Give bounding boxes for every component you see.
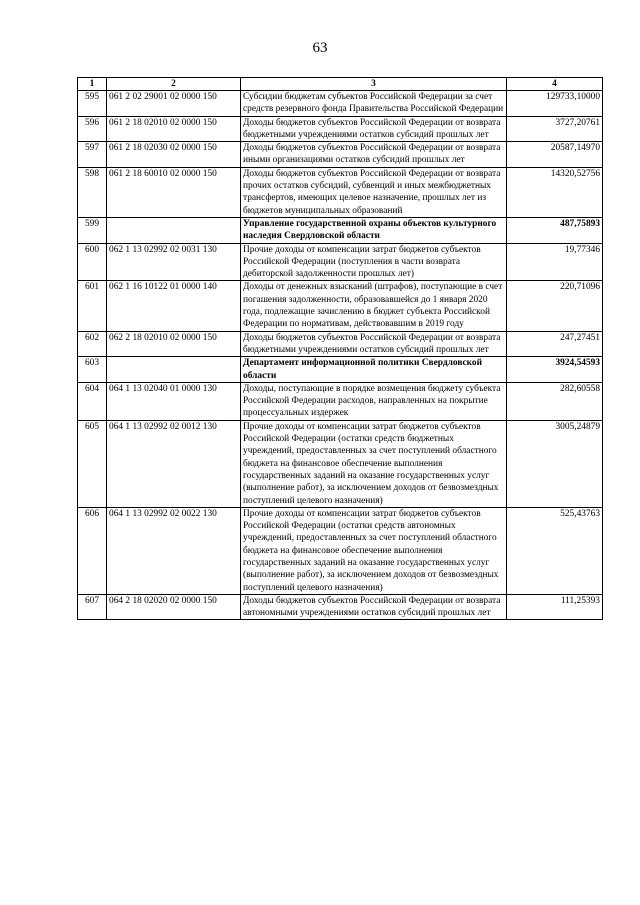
budget-code: 062 2 18 02010 02 0000 150 — [107, 331, 241, 357]
row-number: 607 — [78, 594, 107, 620]
revenue-amount: 129733,10000 — [507, 91, 603, 117]
table-row-section — [78, 357, 603, 383]
revenue-name: Доходы от денежных взысканий (штрафов), поступающие в счет погашения задолженности, образовавшейся до 1 января 2020 года, подлежащие зачислению в бюджет субъекта Российской Федерации по нормативам, действовавшим в 2019 году — [241, 281, 507, 331]
table-row — [78, 382, 603, 420]
row-number: 604 — [78, 382, 107, 420]
budget-code: 064 1 13 02040 01 0000 130 — [107, 382, 241, 420]
row-number: 595 — [78, 91, 107, 117]
budget-code: 064 2 18 02020 02 0000 150 — [107, 594, 241, 620]
revenue-amount: 20587,14970 — [507, 142, 603, 168]
budget-code — [107, 357, 241, 383]
table-row — [78, 594, 603, 620]
section-total: 3924,54593 — [507, 357, 603, 383]
revenue-name: Доходы бюджетов субъектов Российской Федерации от возврата автономными учреждениями остатков субсидий прошлых лет — [241, 594, 507, 620]
budget-code: 061 2 02 29001 02 0000 150 — [107, 91, 241, 117]
revenue-name: Доходы бюджетов субъектов Российской Федерации от возврата бюджетными учреждениями остатков субсидий прошлых лет — [241, 331, 507, 357]
table-row — [78, 243, 603, 281]
revenue-name: Доходы бюджетов субъектов Российской Федерации от возврата иными организациями остатков субсидий прошлых лет — [241, 142, 507, 168]
column-header-amount: 4 — [507, 78, 603, 91]
table-row-section — [78, 217, 603, 243]
revenue-table — [77, 77, 603, 620]
row-number: 599 — [78, 217, 107, 243]
row-number: 600 — [78, 243, 107, 281]
row-number: 597 — [78, 142, 107, 168]
row-number: 601 — [78, 281, 107, 331]
table-row — [78, 142, 603, 168]
revenue-amount: 220,71096 — [507, 281, 603, 331]
budget-code: 064 1 13 02992 02 0022 130 — [107, 507, 241, 594]
revenue-amount: 525,43763 — [507, 507, 603, 594]
revenue-amount: 111,25393 — [507, 594, 603, 620]
revenue-amount: 3727,20761 — [507, 116, 603, 142]
revenue-amount: 14320,52756 — [507, 167, 603, 217]
revenue-name: Прочие доходы от компенсации затрат бюджетов субъектов Российской Федерации (поступления в части возврата дебиторской задолженности прошлых лет) — [241, 243, 507, 281]
row-number: 605 — [78, 420, 107, 507]
budget-code: 061 2 18 60010 02 0000 150 — [107, 167, 241, 217]
section-total: 487,75893 — [507, 217, 603, 243]
budget-code: 062 1 13 02992 02 0031 130 — [107, 243, 241, 281]
revenue-amount: 19,77346 — [507, 243, 603, 281]
revenue-name: Доходы, поступающие в порядке возмещения бюджету субъекта Российской Федерации расходов, направленных на покрытие процессуальных издержек — [241, 382, 507, 420]
row-number: 596 — [78, 116, 107, 142]
column-header-number: 1 — [78, 78, 107, 91]
table-row — [78, 91, 603, 117]
column-header-name: 3 — [241, 78, 507, 91]
table-row — [78, 167, 603, 217]
revenue-name: Доходы бюджетов субъектов Российской Федерации от возврата прочих остатков субсидий, субвенций и иных межбюджетных трансфертов, имеющих целевое назначение, прошлых лет из бюджетов муниципальных образований — [241, 167, 507, 217]
table-row — [78, 420, 603, 507]
row-number: 598 — [78, 167, 107, 217]
revenue-name: Прочие доходы от компенсации затрат бюджетов субъектов Российской Федерации (остатки средств автономных учреждений, предоставленных за счет поступлений областного бюджета на финансовое обеспечение выполнения государственных заданий на оказание государственных услуг (выполнение работ), за исключением доходов от безвозмездных поступлений целевого назначения) — [241, 507, 507, 594]
revenue-name: Прочие доходы от компенсации затрат бюджетов субъектов Российской Федерации (остатки средств бюджетных учреждений, предоставленных за счет поступлений областного бюджета на финансовое обеспечение выполнения государственных заданий на оказание государственных услуг (выполнение работ), за исключением доходов от безвозмездных поступлений целевого назначения) — [241, 420, 507, 507]
budget-code — [107, 217, 241, 243]
section-title: Департамент информационной политики Свердловской области — [241, 357, 507, 383]
revenue-name: Доходы бюджетов субъектов Российской Федерации от возврата бюджетными учреждениями остатков субсидий прошлых лет — [241, 116, 507, 142]
column-header-code: 2 — [107, 78, 241, 91]
page-number: 63 — [312, 40, 328, 56]
revenue-name: Субсидии бюджетам субъектов Российской Федерации за счет средств резервного фонда Правительства Российской Федерации — [241, 91, 507, 117]
table-row — [78, 331, 603, 357]
budget-code: 061 2 18 02030 02 0000 150 — [107, 142, 241, 168]
revenue-amount: 282,60558 — [507, 382, 603, 420]
table-header-row — [78, 78, 603, 91]
budget-code: 062 1 16 10122 01 0000 140 — [107, 281, 241, 331]
section-title: Управление государственной охраны объектов культурного наследия Свердловской области — [241, 217, 507, 243]
table-row — [78, 281, 603, 331]
budget-code: 064 1 13 02992 02 0012 130 — [107, 420, 241, 507]
row-number: 602 — [78, 331, 107, 357]
row-number: 606 — [78, 507, 107, 594]
revenue-amount: 247,27451 — [507, 331, 603, 357]
table-row — [78, 507, 603, 594]
table-row — [78, 116, 603, 142]
row-number: 603 — [78, 357, 107, 383]
budget-code: 061 2 18 02010 02 0000 150 — [107, 116, 241, 142]
revenue-amount: 3005,24879 — [507, 420, 603, 507]
